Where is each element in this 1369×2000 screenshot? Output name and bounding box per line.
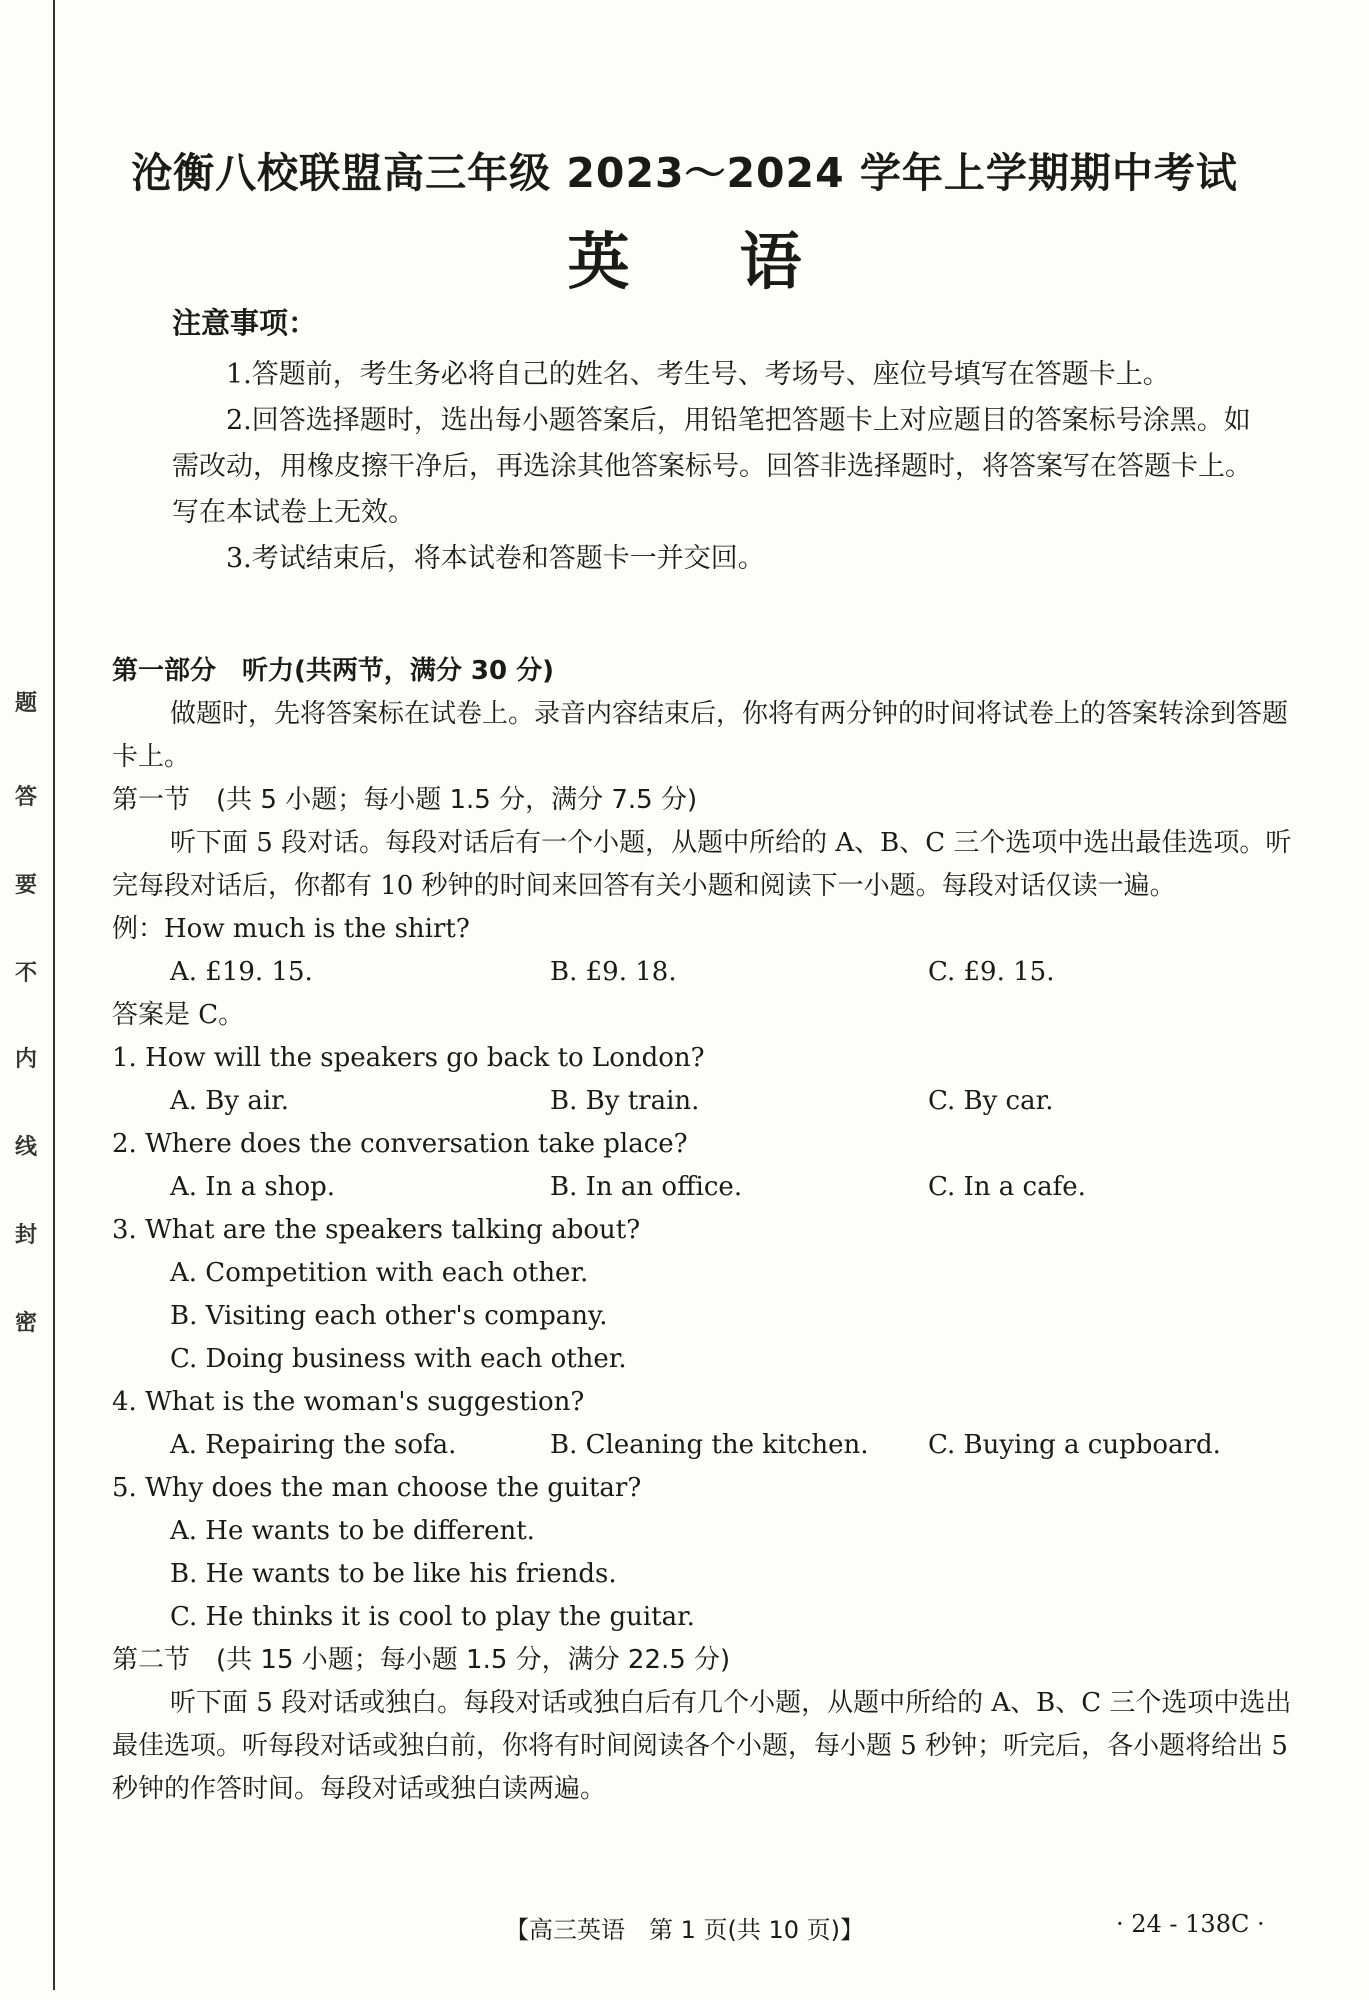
question: 5. Why does the man choose the guitar?: [112, 1473, 642, 1503]
part1-title: 第一部分 听力(共两节，满分 30 分): [112, 656, 555, 686]
option: C. £9. 15.: [928, 957, 1055, 987]
notice-block: [172, 300, 1252, 582]
section1-title: 第一节 (共 5 小题；每小题 1.5 分，满分 7.5 分): [112, 785, 698, 815]
question: 3. What are the speakers talking about?: [112, 1215, 641, 1245]
binding-note-char: 内: [14, 1047, 37, 1072]
subject-title: 英语: [567, 225, 912, 298]
question-options: [112, 1424, 1297, 1467]
question: 1. How will the speakers go back to London?: [112, 1043, 705, 1073]
binding-note-char: 不: [14, 961, 37, 986]
option: B. By train.: [550, 1086, 700, 1116]
option: C. Doing business with each other.: [170, 1344, 627, 1374]
option: B. He wants to be like his friends.: [170, 1559, 617, 1589]
question: 4. What is the woman's suggestion?: [112, 1387, 585, 1417]
option: C. Buying a cupboard.: [928, 1430, 1221, 1460]
part1-listening: [112, 650, 1297, 1811]
page-number: 【高三英语 第 1 页(共 10 页)】: [504, 1916, 865, 1944]
option: A. In a shop.: [170, 1172, 336, 1202]
section2-instruction: 听下面 5 段对话或独白。每段对话或独白后有几个小题，从题中所给的 A、B、C 三个选项中选出最佳选项。听每段对话或独白前，你将有时间阅读各个小题，每小题 5 秒钟；听完后，各小题将给出 5 秒钟的作答时间。每段对话或独白读两遍。: [112, 1688, 1292, 1804]
option: A. Competition with each other.: [170, 1258, 589, 1288]
exam-code: · 24 - 138C ·: [1116, 1910, 1265, 1938]
option: B. Cleaning the kitchen.: [550, 1430, 869, 1460]
notice-item: 2.回答选择题时，选出每小题答案后，用铅笔把答题卡上对应题目的答案标号涂黑。如需改动，用橡皮擦干净后，再选涂其他答案标号。回答非选择题时，将答案写在答题卡上。写在本试卷上无效。: [172, 405, 1252, 528]
notice-item: 3.考试结束后，将本试卷和答题卡一并交回。: [226, 543, 765, 574]
notice-item: 1.答题前，考生务必将自己的姓名、考生号、考场号、座位号填写在答题卡上。: [226, 359, 1170, 390]
question: 2. Where does the conversation take place?: [112, 1129, 688, 1159]
option: C. He thinks it is cool to play the guitar.: [170, 1602, 695, 1632]
exam-title: 沧衡八校联盟高三年级 2023～2024 学年上学期期中考试: [131, 149, 1238, 197]
option: A. He wants to be different.: [170, 1516, 535, 1546]
question-options: [112, 1166, 1297, 1209]
example-options: [112, 951, 1297, 994]
section1-instruction: 听下面 5 段对话。每段对话后有一个小题，从题中所给的 A、B、C 三个选项中选出最佳选项。听完每段对话后，你都有 10 秒钟的时间来回答有关小题和阅读下一小题。每段对话仅读一遍。: [112, 828, 1292, 901]
binding-note-char: 密: [14, 1311, 37, 1336]
example-question: 例：How much is the shirt?: [112, 914, 470, 944]
option: A. £19. 15.: [170, 957, 313, 987]
binding-note-char: 答: [14, 785, 37, 810]
notice-heading: 注意事项：: [172, 306, 318, 340]
option: B. £9. 18.: [550, 957, 677, 987]
section2-title: 第二节 (共 15 小题；每小题 1.5 分，满分 22.5 分): [112, 1645, 731, 1675]
part1-instruction: 做题时，先将答案标在试卷上。录音内容结束后，你将有两分钟的时间将试卷上的答案转涂到答题卡上。: [112, 699, 1289, 772]
binding-note-char: 线: [14, 1135, 37, 1160]
option: C. By car.: [928, 1086, 1054, 1116]
binding-note-char: 要: [14, 873, 37, 898]
example-answer: 答案是 C。: [112, 1000, 245, 1030]
question-options: [112, 1080, 1297, 1123]
option: B. In an office.: [550, 1172, 743, 1202]
option: B. Visiting each other's company.: [170, 1301, 608, 1331]
binding-note-char: 封: [14, 1223, 37, 1248]
option: A. By air.: [170, 1086, 290, 1116]
option: C. In a cafe.: [928, 1172, 1086, 1202]
binding-note-char: 题: [14, 691, 37, 716]
option: A. Repairing the sofa.: [170, 1430, 457, 1460]
